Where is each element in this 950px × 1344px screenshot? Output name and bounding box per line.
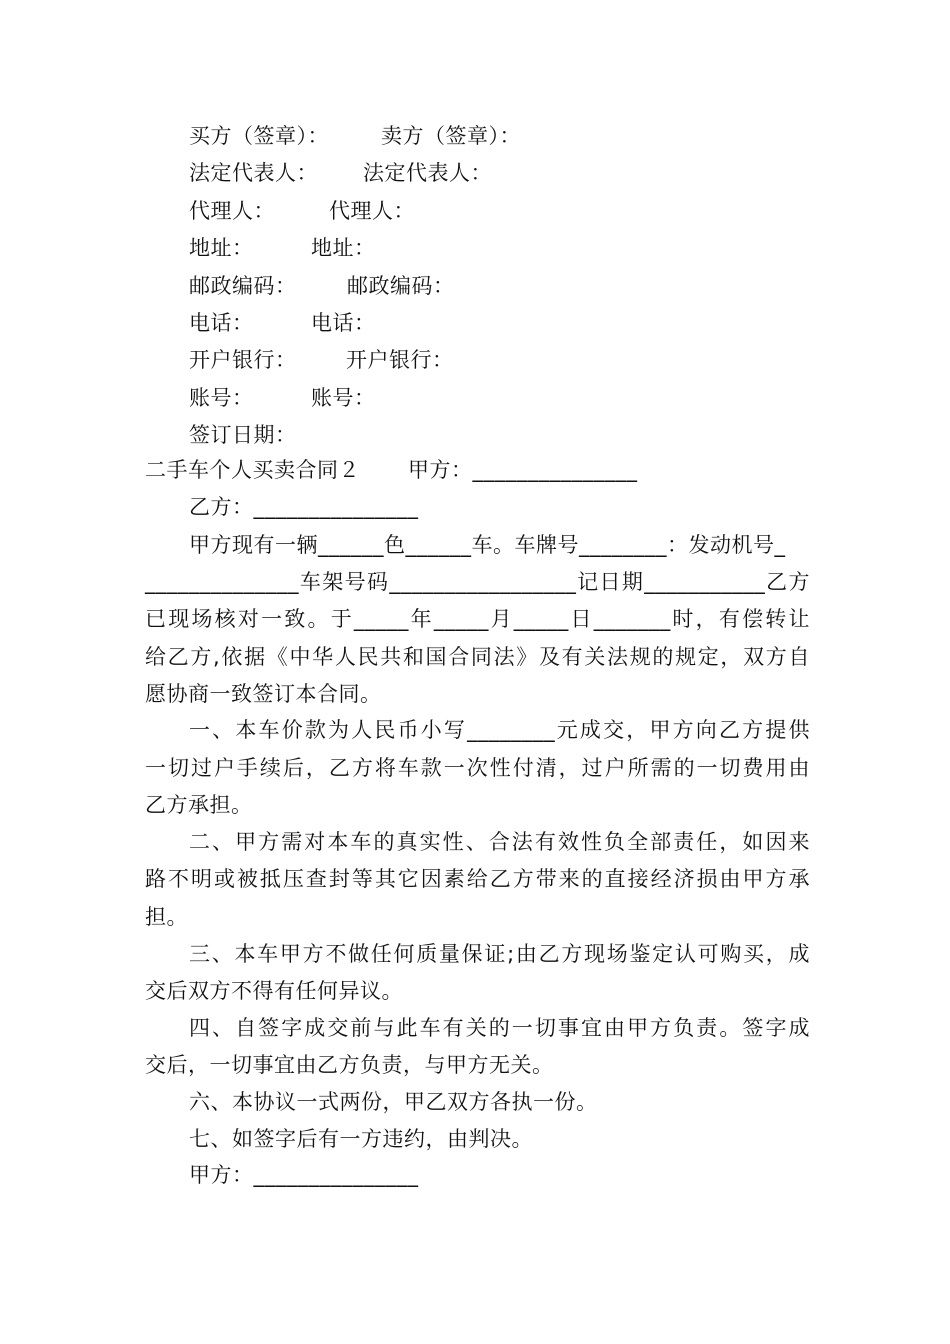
clause3-line-1: 三、本车甲方不做任何质量保证;由乙方现场鉴定认可购买，成	[189, 942, 810, 966]
intro-line-4: 给乙方,依据《中华人民共和国合同法》及有关法规的规定，双方自	[145, 645, 810, 669]
phone-right-label: 电话：	[311, 311, 376, 335]
postcode-right-label: 邮政编码：	[347, 274, 455, 298]
agent-left-label: 代理人：	[189, 199, 275, 223]
bank-right-label: 开户银行：	[346, 348, 454, 372]
address-row	[189, 230, 854, 267]
party-b-label: 乙方：_______________	[189, 495, 419, 519]
account-left-label: 账号：	[189, 386, 254, 410]
bank-left-label: 开户银行：	[189, 348, 297, 372]
intro-line-3: 已现场核对一致。于_____年_____月_____日_______时，有偿转让	[145, 607, 810, 631]
intro-line-2: ______________车架号码_________________记日期___________乙方	[145, 570, 810, 594]
clause3-line-2: 交后双方不得有任何异议。	[145, 979, 403, 1003]
legal-rep-row	[189, 155, 854, 192]
legal-rep-left-label: 法定代表人：	[189, 161, 318, 185]
agent-row	[189, 193, 854, 230]
phone-left-label: 电话：	[189, 311, 254, 335]
party-b-row	[189, 489, 854, 526]
phone-row	[189, 305, 854, 342]
address-right-label: 地址：	[311, 236, 376, 260]
clause1-line-1: 一、本车价款为人民币小写________元成交，甲方向乙方提供	[189, 718, 810, 742]
buyer-seal-label: 买方（签章）：	[189, 124, 329, 148]
clause6-line: 六、本协议一式两份，甲乙双方各执一份。	[189, 1090, 598, 1114]
postcode-left-label: 邮政编码：	[189, 274, 297, 298]
legal-rep-right-label: 法定代表人：	[363, 161, 492, 185]
party-a-sign-row	[189, 1157, 854, 1194]
clause1-line-3: 乙方承担。	[145, 793, 253, 817]
sign-date-label: 签订日期：	[189, 423, 297, 447]
contract-title: 二手车个人买卖合同２	[145, 458, 360, 482]
party-a-header: 甲方：_______________	[408, 458, 638, 482]
clause4-line-1: 四、自签字成交前与此车有关的一切事宜由甲方负责。签字成	[189, 1016, 810, 1040]
contract-title-row	[145, 452, 810, 489]
intro-line-1: 甲方现有一辆______色______车。车牌号________：发动机号_	[189, 533, 786, 557]
account-right-label: 账号：	[311, 386, 376, 410]
intro-line-5: 愿协商一致签订本合同。	[145, 682, 382, 706]
clause2-line-2: 路不明或被抵压查封等其它因素给乙方带来的直接经济损由甲方承	[145, 867, 810, 891]
postcode-row	[189, 268, 854, 305]
account-row	[189, 380, 854, 417]
sign-date-row	[189, 417, 854, 454]
buyer-seal-row	[189, 118, 854, 155]
clause1-line-2: 一切过户手续后，乙方将车款一次性付清，过户所需的一切费用由	[145, 756, 810, 780]
clause4-line-2: 交后，一切事宜由乙方负责，与甲方无关。	[145, 1053, 554, 1077]
address-left-label: 地址：	[189, 236, 254, 260]
clause2-line-1: 二、甲方需对本车的真实性、合法有效性负全部责任，如因来	[189, 830, 810, 854]
agent-right-label: 代理人：	[329, 199, 415, 223]
clause2-line-3: 担。	[145, 905, 188, 929]
party-a-sign-label: 甲方：_______________	[189, 1163, 419, 1187]
seller-seal-label: 卖方（签章）：	[381, 124, 521, 148]
bank-row	[189, 342, 854, 379]
clause7-line: 七、如签字后有一方违约，由判决。	[189, 1127, 533, 1151]
